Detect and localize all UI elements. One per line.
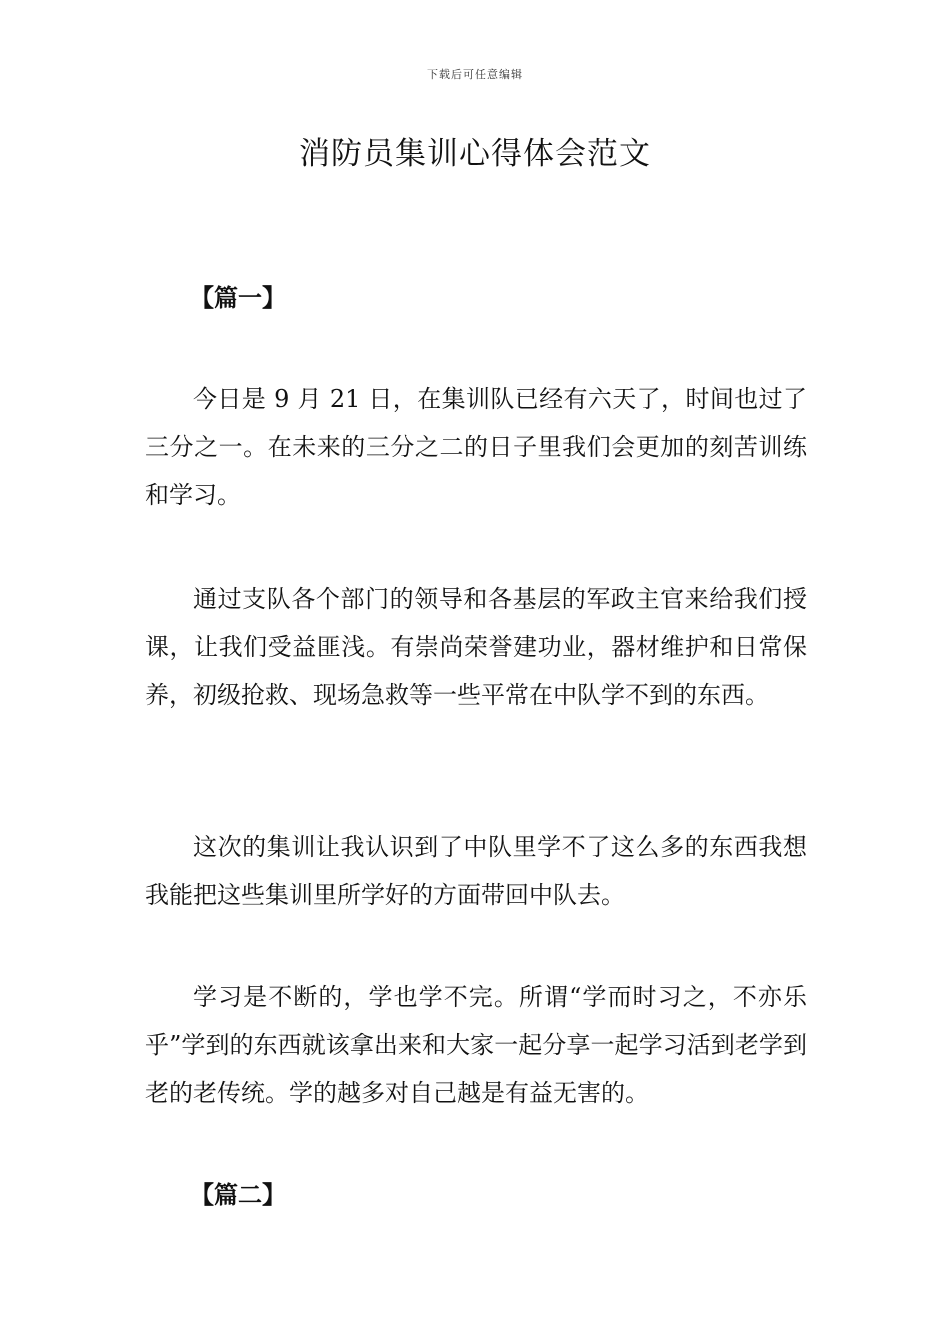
- paragraph-2-text: 通过支队各个部门的领导和各基层的军政主官来给我们授课，让我们受益匪浅。有崇尚荣誉建功业，器材维护和日常保养，初级抢救、现场急救等一些平常在中队学不到的东西。: [145, 585, 807, 709]
- section-heading-2: 【篇二】: [190, 1180, 286, 1209]
- header-note: 下载后可任意编辑: [427, 68, 523, 81]
- section-heading-1: 【篇一】: [190, 283, 286, 312]
- paragraph-1-text: 今日是 9 月 21 日，在集训队已经有六天了，时间也过了三分之一。在未来的三分之二的日子里我们会更加的刻苦训练和学习。: [145, 385, 807, 509]
- paragraph-2: [145, 575, 807, 719]
- paragraph-4-text: 学习是不断的，学也学不完。所谓“学而时习之，不亦乐乎”学到的东西就该拿出来和大家一起分享一起学习活到老学到老的老传统。学的越多对自己越是有益无害的。: [145, 983, 807, 1107]
- paragraph-1: [145, 375, 807, 519]
- paragraph-4: [145, 973, 807, 1117]
- paragraph-3-text: 这次的集训让我认识到了中队里学不了这么多的东西我想我能把这些集训里所学好的方面带回中队去。: [145, 833, 807, 909]
- paragraph-3: [145, 823, 807, 919]
- document-title: 消防员集训心得体会范文: [299, 136, 651, 172]
